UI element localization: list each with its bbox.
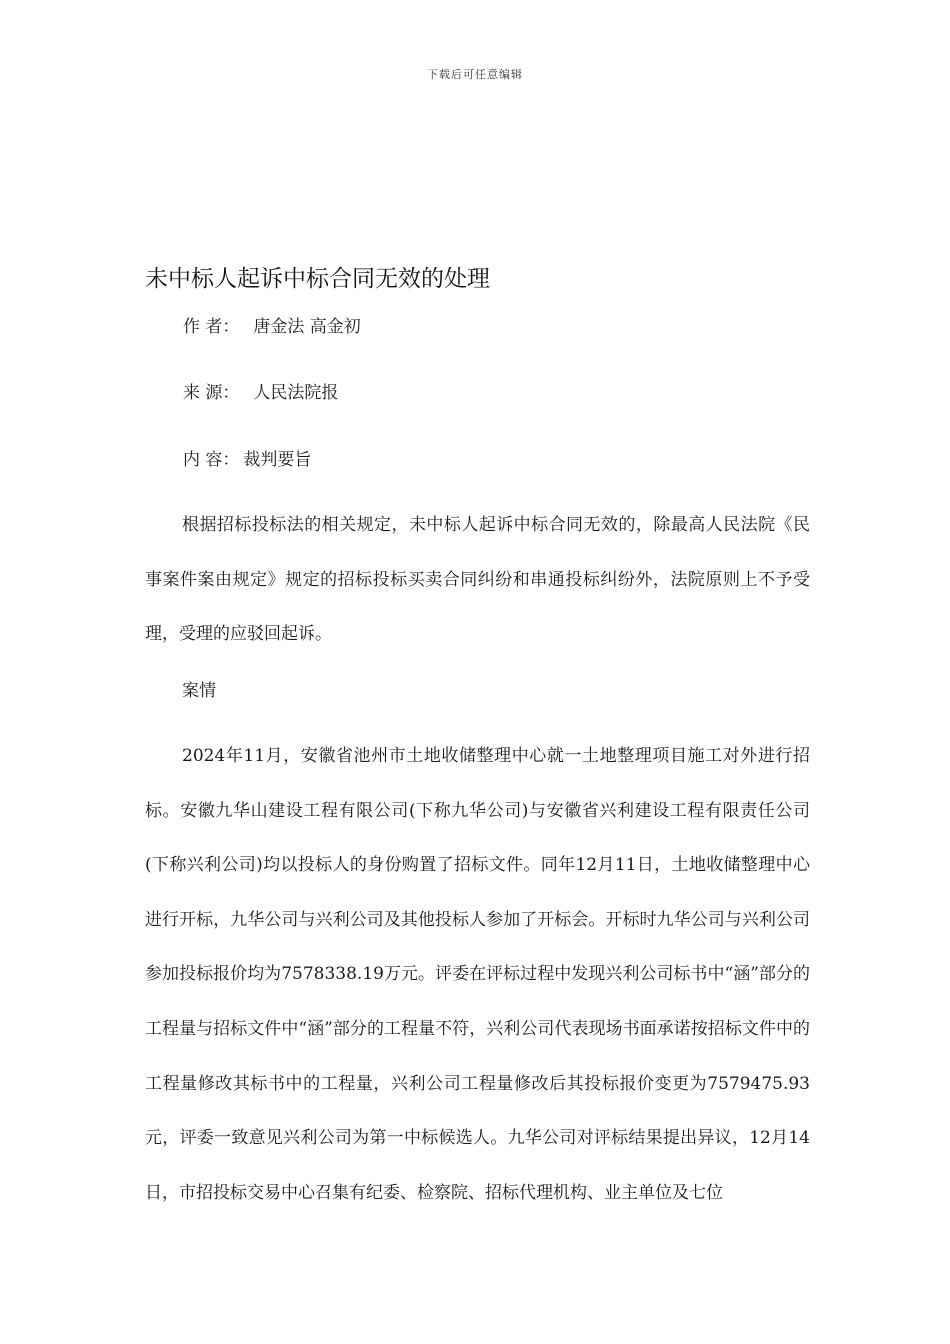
header-note: 下载后可任意编辑 — [427, 68, 523, 81]
source-line — [183, 381, 338, 405]
author-line — [183, 315, 361, 339]
content-label: 内 容： — [183, 450, 240, 470]
content-line — [183, 448, 311, 472]
case-heading: 案情 — [182, 681, 216, 701]
source-value: 人民法院报 — [253, 383, 339, 403]
author-label: 作 者： — [183, 317, 240, 337]
author-value: 唐金法 高金初 — [253, 317, 361, 337]
summary-paragraph: 根据招标投标法的相关规定，未中标人起诉中标合同无效的，除最高人民法院《民事案件案由规定》规定的招标投标买卖合同纠纷和串通投标纠纷外，法院原则上不予受理，受理的应驳回起诉。 — [145, 515, 810, 645]
source-label: 来 源： — [183, 383, 240, 403]
article-title: 未中标人起诉中标合同无效的处理 — [145, 266, 490, 292]
content-value: 裁判要旨 — [243, 450, 312, 470]
case-paragraph: 2024年11月，安徽省池州市土地收储整理中心就一土地整理项目施工对外进行招标。安徽九华山建设工程有限公司(下称九华公司)与安徽省兴利建设工程有限责任公司(下称兴利公司)均以投标人的身份购置了招标文件。同年12月11日，土地收储整理中心进行开标，九华公司与兴利公司及其他投标人参加了开标会。开标时九华公司与兴利公司参加投标报价均为7578338.19万元。评委在评标过程中发现兴利公司标书中“涵”部分的工程量与招标文件中“涵”部分的工程量不符，兴利公司代表现场书面承诺按招标文件中的工程量修改其标书中的工程量，兴利公司工程量修改后其投标报价变更为7579475.93元，评委一致意见兴利公司为第一中标候选人。九华公司对评标结果提出异议，12月14日，市招投标交易中心召集有纪委、检察院、招标代理机构、业主单位及七位 — [145, 746, 810, 1203]
